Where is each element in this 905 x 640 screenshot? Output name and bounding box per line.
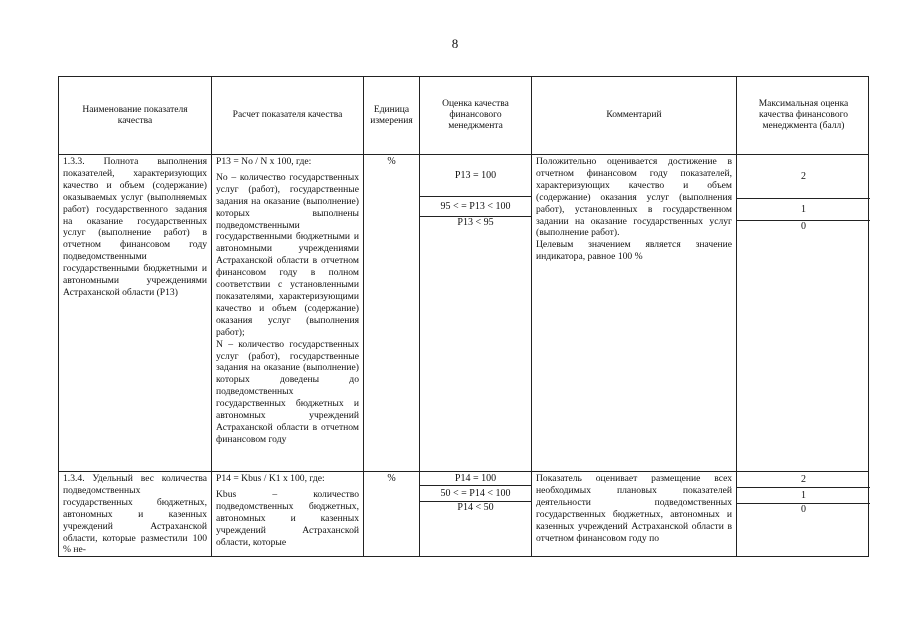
comment bbox=[532, 155, 737, 471]
header-max-score: Максимальная оценка качества финансового менеджмента (балл) bbox=[758, 99, 849, 131]
max-scores bbox=[737, 155, 870, 471]
assessment-ranges bbox=[420, 472, 532, 556]
table-header bbox=[59, 77, 868, 155]
range-value: P13 < 95 bbox=[457, 217, 494, 228]
unit: % bbox=[364, 472, 420, 556]
comment-text: Показатель оценивает размещение всех необходимых плановых показателей деятельности подведомственных государственных бюджетных, автономных и казенных учреждений Астраханской области в отчетном финансовом году по bbox=[536, 473, 732, 544]
header-indicator-name: Наименование показателя качества bbox=[59, 77, 212, 154]
definition: No – количество государственных услуг (работ), государственные задания на оказание (выполнение) которых выполнены подведомственными государственными бюджетными и автономными учреждениями Астраханской области в отчетном финансовом году в полном соответствии с установленными показателями, характеризующими качество и объем (содержание) оказания услуг (выполнения работ); bbox=[216, 171, 359, 338]
comment bbox=[532, 472, 737, 556]
unit: % bbox=[364, 155, 420, 471]
formula: P13 = No / N x 100, где: bbox=[216, 156, 312, 167]
score-value: 0 bbox=[801, 221, 806, 232]
score-value: 1 bbox=[737, 199, 870, 221]
max-scores bbox=[737, 472, 870, 556]
assessment-ranges bbox=[420, 155, 532, 471]
comment-text: Целевым значением является значение индикатора, равное 100 % bbox=[536, 239, 732, 263]
score-value: 0 bbox=[801, 504, 806, 515]
range-value: P14 = 100 bbox=[420, 472, 531, 486]
comment-text: Положительно оценивается достижение в отчетном финансовом году показателей, характеризующих качество и объем (содержание) оказания услуг (выполнения работ), установленных в государственном задании на оказание государственных услуг (выполнение работ). bbox=[536, 156, 732, 239]
score-value: 2 bbox=[737, 155, 870, 199]
indicator-name: 1.3.3. Полнота выполнения показателей, характеризующих качество и объем (содержание) оказываемых услуг (выполняемых работ) государственного задания на оказание государственных услуг (выполнение работ) в отчетном финансовом году подведомственными государственными бюджетными и автономными учреждениями Астраханской области (P13) bbox=[59, 155, 212, 471]
score-value: 2 bbox=[737, 472, 870, 488]
range-value: P13 = 100 bbox=[420, 155, 531, 197]
score-value: 1 bbox=[737, 488, 870, 504]
range-value: 50 < = P14 < 100 bbox=[420, 486, 531, 502]
header-assessment: Оценка качества финансового менеджмента bbox=[420, 77, 532, 154]
range-value: P14 < 50 bbox=[457, 502, 494, 513]
page-number: 8 bbox=[451, 36, 459, 51]
indicator-name: 1.3.4. Удельный вес количества подведомственных государственных бюджетных, автономных и казенных учреждений Астраханской области, которые разместили 100 % не- bbox=[59, 472, 212, 556]
calculation bbox=[212, 155, 364, 471]
formula: P14 = Kbus / K1 x 100, где: bbox=[216, 473, 325, 484]
calculation bbox=[212, 472, 364, 556]
quality-indicators-table bbox=[58, 76, 869, 557]
header-calculation: Расчет показателя качества bbox=[212, 77, 364, 154]
definition: Kbus – количество подведомственных бюджетных, автономных и казенных учреждений Астраханской области, которые bbox=[216, 488, 359, 548]
definition: N – количество государственных услуг (работ), государственные задания на оказание (выполнение) которых доведены до подведомственных государственных бюджетных и автономных учреждений Астраханской области в отчетном финансовом году bbox=[216, 338, 359, 445]
header-unit: Единица измерения bbox=[364, 77, 420, 154]
range-value: 95 < = P13 < 100 bbox=[420, 197, 531, 217]
table-row bbox=[59, 472, 868, 556]
header-comment: Комментарий bbox=[532, 77, 737, 154]
table-row bbox=[59, 155, 868, 472]
